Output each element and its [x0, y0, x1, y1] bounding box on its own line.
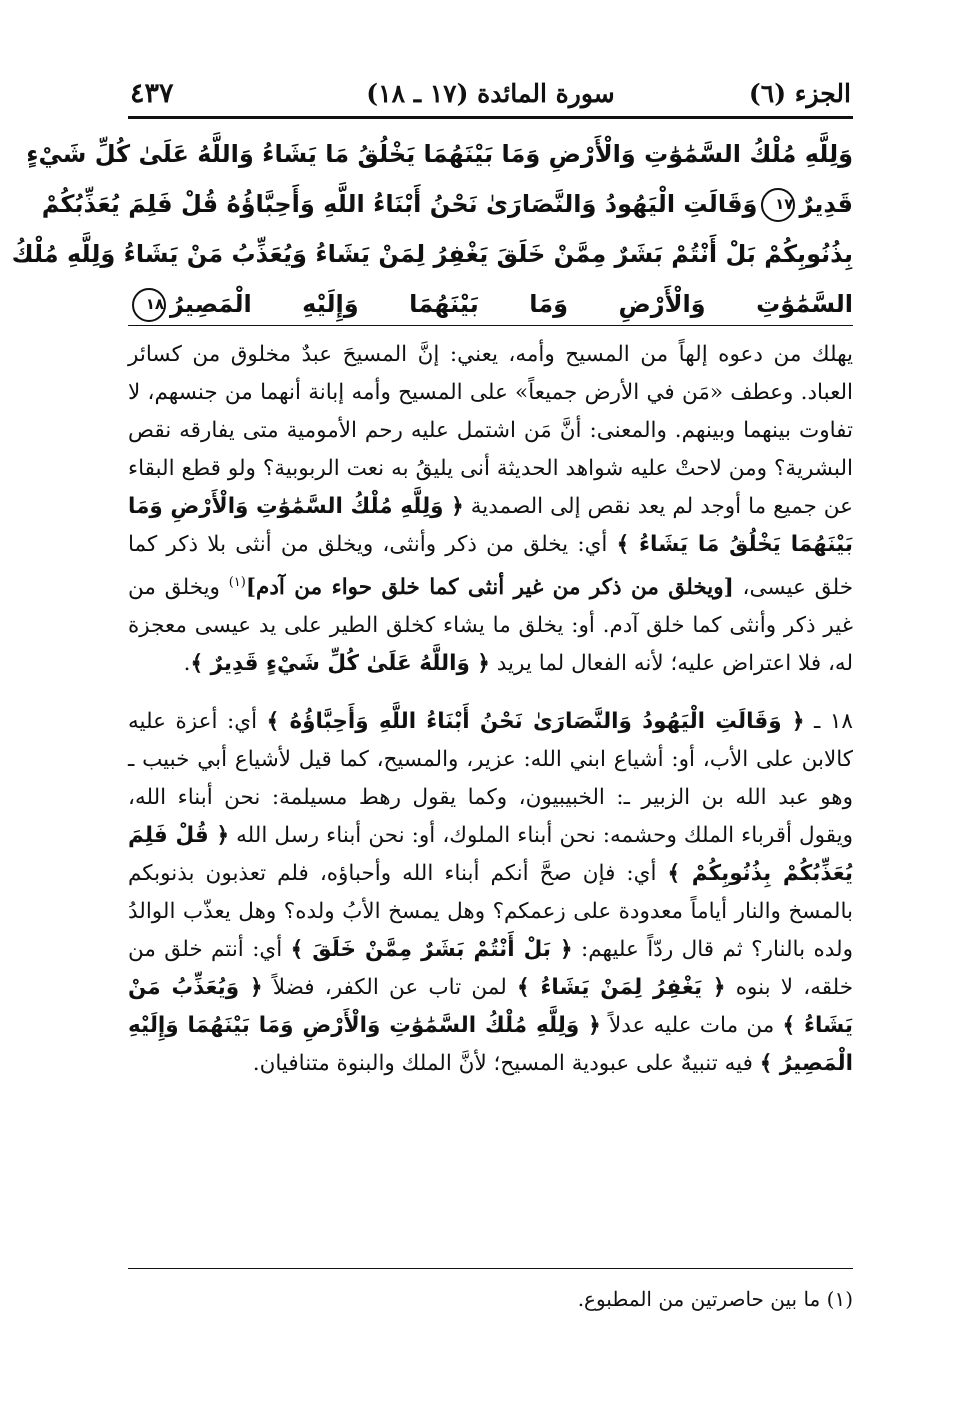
quran-line-3: بِذُنُوبِكُمْ بَلْ أَنْتُمْ بَشَرٌ مِمَّنْ خَلَقَ يَغْفِرُ لِمَنْ يَشَاءُ وَيُعَذِّبُ مَنْ يَشَاءُ وَلِلَّهِ مُلْكُ — [11, 240, 853, 268]
tafsir-text: من مات عليه عدلاً — [608, 1013, 775, 1039]
footnote-text: ما بين حاصرتين من المطبوع. — [577, 1287, 821, 1311]
tafsir-paragraph-2 — [128, 703, 853, 1083]
tafsir-text: أي: يخلق من ذكر وأنثى، ويخلق من أنثى بلا ذكر كما خلق عيسى، — [128, 532, 853, 601]
quran-line-2 — [41, 179, 853, 229]
tafsir-text: لمن تاب عن الكفر، فضلاً — [272, 975, 507, 1001]
quran-text-block — [11, 119, 853, 325]
surah-title: سورة المائدة (١٧ ـ ١٨) — [366, 79, 615, 108]
tafsir-body — [128, 336, 853, 1083]
footnote-marker: (١) — [826, 1287, 853, 1311]
footnote-reference: (١) — [228, 575, 246, 590]
quran-quote: ﴿ وَلِلَّهِ مُلْكُ السَّمَٰوَٰتِ وَالْأَرْضِ وَمَا بَيْنَهُمَا وَإِلَيْهِ الْمَصِيرُ ﴾ — [128, 1013, 853, 1077]
tafsir-text: أي: أعزة عليه كالابن على الأب، أو: أشياع ابني الله: عزير، والمسيح، كما قيل لأشياع أبي خبيب ـ وهو عبد الله بن الزبير ـ: الخبيبيون، وكما يقول رهط مسيلمة: نحن أبناء الله، ويقول أقرباء الملك وحشمه: نحن أبناء الملوك، أو: نحن أبناء رسل الله — [128, 709, 853, 849]
page-number: ٤٣٧ — [130, 78, 174, 109]
quran-quote: ﴿ وَلِلَّهِ مُلْكُ السَّمَٰوَٰتِ وَالْأَرْضِ وَمَا بَيْنَهُمَا يَخْلُقُ مَا يَشَاءُ ﴾ — [128, 494, 853, 557]
quran-line-4-text: السَّمَٰوَٰتِ وَالْأَرْضِ وَمَا بَيْنَهُمَا وَإِلَيْهِ الْمَصِيرُ — [170, 290, 853, 318]
tafsir-text: فيه تنبيهٌ على عبودية المسيح؛ لأنَّ الملك والبنوة متنافيان. — [252, 1051, 753, 1077]
bracketed-insertion: [ويخلق من ذكر من غير أنثى كما خلق حواء من آدم] — [245, 575, 734, 601]
quran-quote: ﴿ يَغْفِرُ لِمَنْ يَشَاءُ ﴾ — [516, 975, 726, 1001]
quran-line-1: وَلِلَّهِ مُلْكُ السَّمَٰوَٰتِ وَالْأَرْضِ وَمَا بَيْنَهُمَا يَخْلُقُ مَا يَشَاءُ وَاللَّهُ عَلَىٰ كُلِّ شَيْءٍ — [26, 140, 853, 168]
quran-quote: ﴿ بَلْ أَنْتُمْ بَشَرٌ مِمَّنْ خَلَقَ ﴾ — [290, 937, 573, 963]
juz-label: الجزء (٦) — [748, 79, 851, 108]
tafsir-text: يهلك من دعوه إلهاً من المسيح وأمه، يعني: إنَّ المسيحَ عبدٌ مخلوق من كسائر العباد. وعطف «مَن في الأرض جميعاً» على المسيح وأمه إبانة أنهما من جنسهم، لا تفاوت بينهما وبينهم. والمعنى: أنَّ مَن اشتمل عليه رحم الأمومية متى يفارقه نقص البشرية؟ ومن لاحتْ عليه شواهد الحديثة أنى يليقُ به نعت الربوبية؟ ولو قطع البقاء عن جميع ما أوجد لم يعد نقص إلى الصمدية — [128, 342, 853, 519]
footnote-rule — [128, 1268, 853, 1269]
tafsir-text: أي: فإن صحَّ أنكم أبناء الله وأحباؤه، فلم تعذبون بذنوبكم بالمسخ والنار أياماً معدودة على زعمكم؟ وهل يمسخ الأبُ ولده؟ وهل يعذّب الوالدُ ولده بالنار؟ ثم قال ردّاً عليهم: — [128, 861, 853, 963]
ayah-marker-17: ١٧ — [761, 188, 795, 222]
quran-quote: ﴿ قُلْ فَلِمَ يُعَذِّبُكُمْ بِذُنُوبِكُمْ ﴾ — [128, 823, 853, 887]
quran-line-2-rest: وَقَالَتِ الْيَهُودُ وَالنَّصَارَىٰ نَحْنُ أَبْنَاءُ اللَّهِ وَأَحِبَّاؤُهُ قُلْ فَلِمَ يُعَذِّبُكُمْ — [41, 190, 758, 218]
tafsir-paragraph-1 — [128, 336, 853, 683]
page — [11, 72, 854, 1083]
quran-quote: ﴿ وَيُعَذِّبُ مَنْ يَشَاءُ ﴾ — [128, 975, 853, 1039]
quran-line-2-start: قَدِيرٌ — [799, 190, 853, 218]
quran-quote: ﴿ وَاللَّهُ عَلَىٰ كُلِّ شَيْءٍ قَدِيرٌ ﴾ — [190, 651, 490, 677]
page-header — [128, 72, 853, 116]
quran-quote: ﴿ وَقَالَتِ الْيَهُودُ وَالنَّصَارَىٰ نَحْنُ أَبْنَاءُ اللَّهِ وَأَحِبَّاؤُهُ ﴾ — [266, 709, 805, 735]
tafsir-text: أي: أنتم خلق من خلقه، لا بنوه — [128, 937, 854, 1001]
quran-line-4 — [128, 279, 853, 329]
verse-number: ١٨ ـ — [814, 709, 853, 735]
tafsir-text: ويخلق من غير ذكر وأنثى كما خلق آدم. أو: يخلق ما يشاء كخلق الطير على يد عيسى معجزة له، فلا اعتراض عليه؛ لأنه الفعال لما يريد — [128, 575, 853, 677]
tafsir-text: . — [183, 651, 191, 677]
ayah-marker-18: ١٨ — [132, 288, 166, 322]
footnote — [578, 1284, 853, 1314]
